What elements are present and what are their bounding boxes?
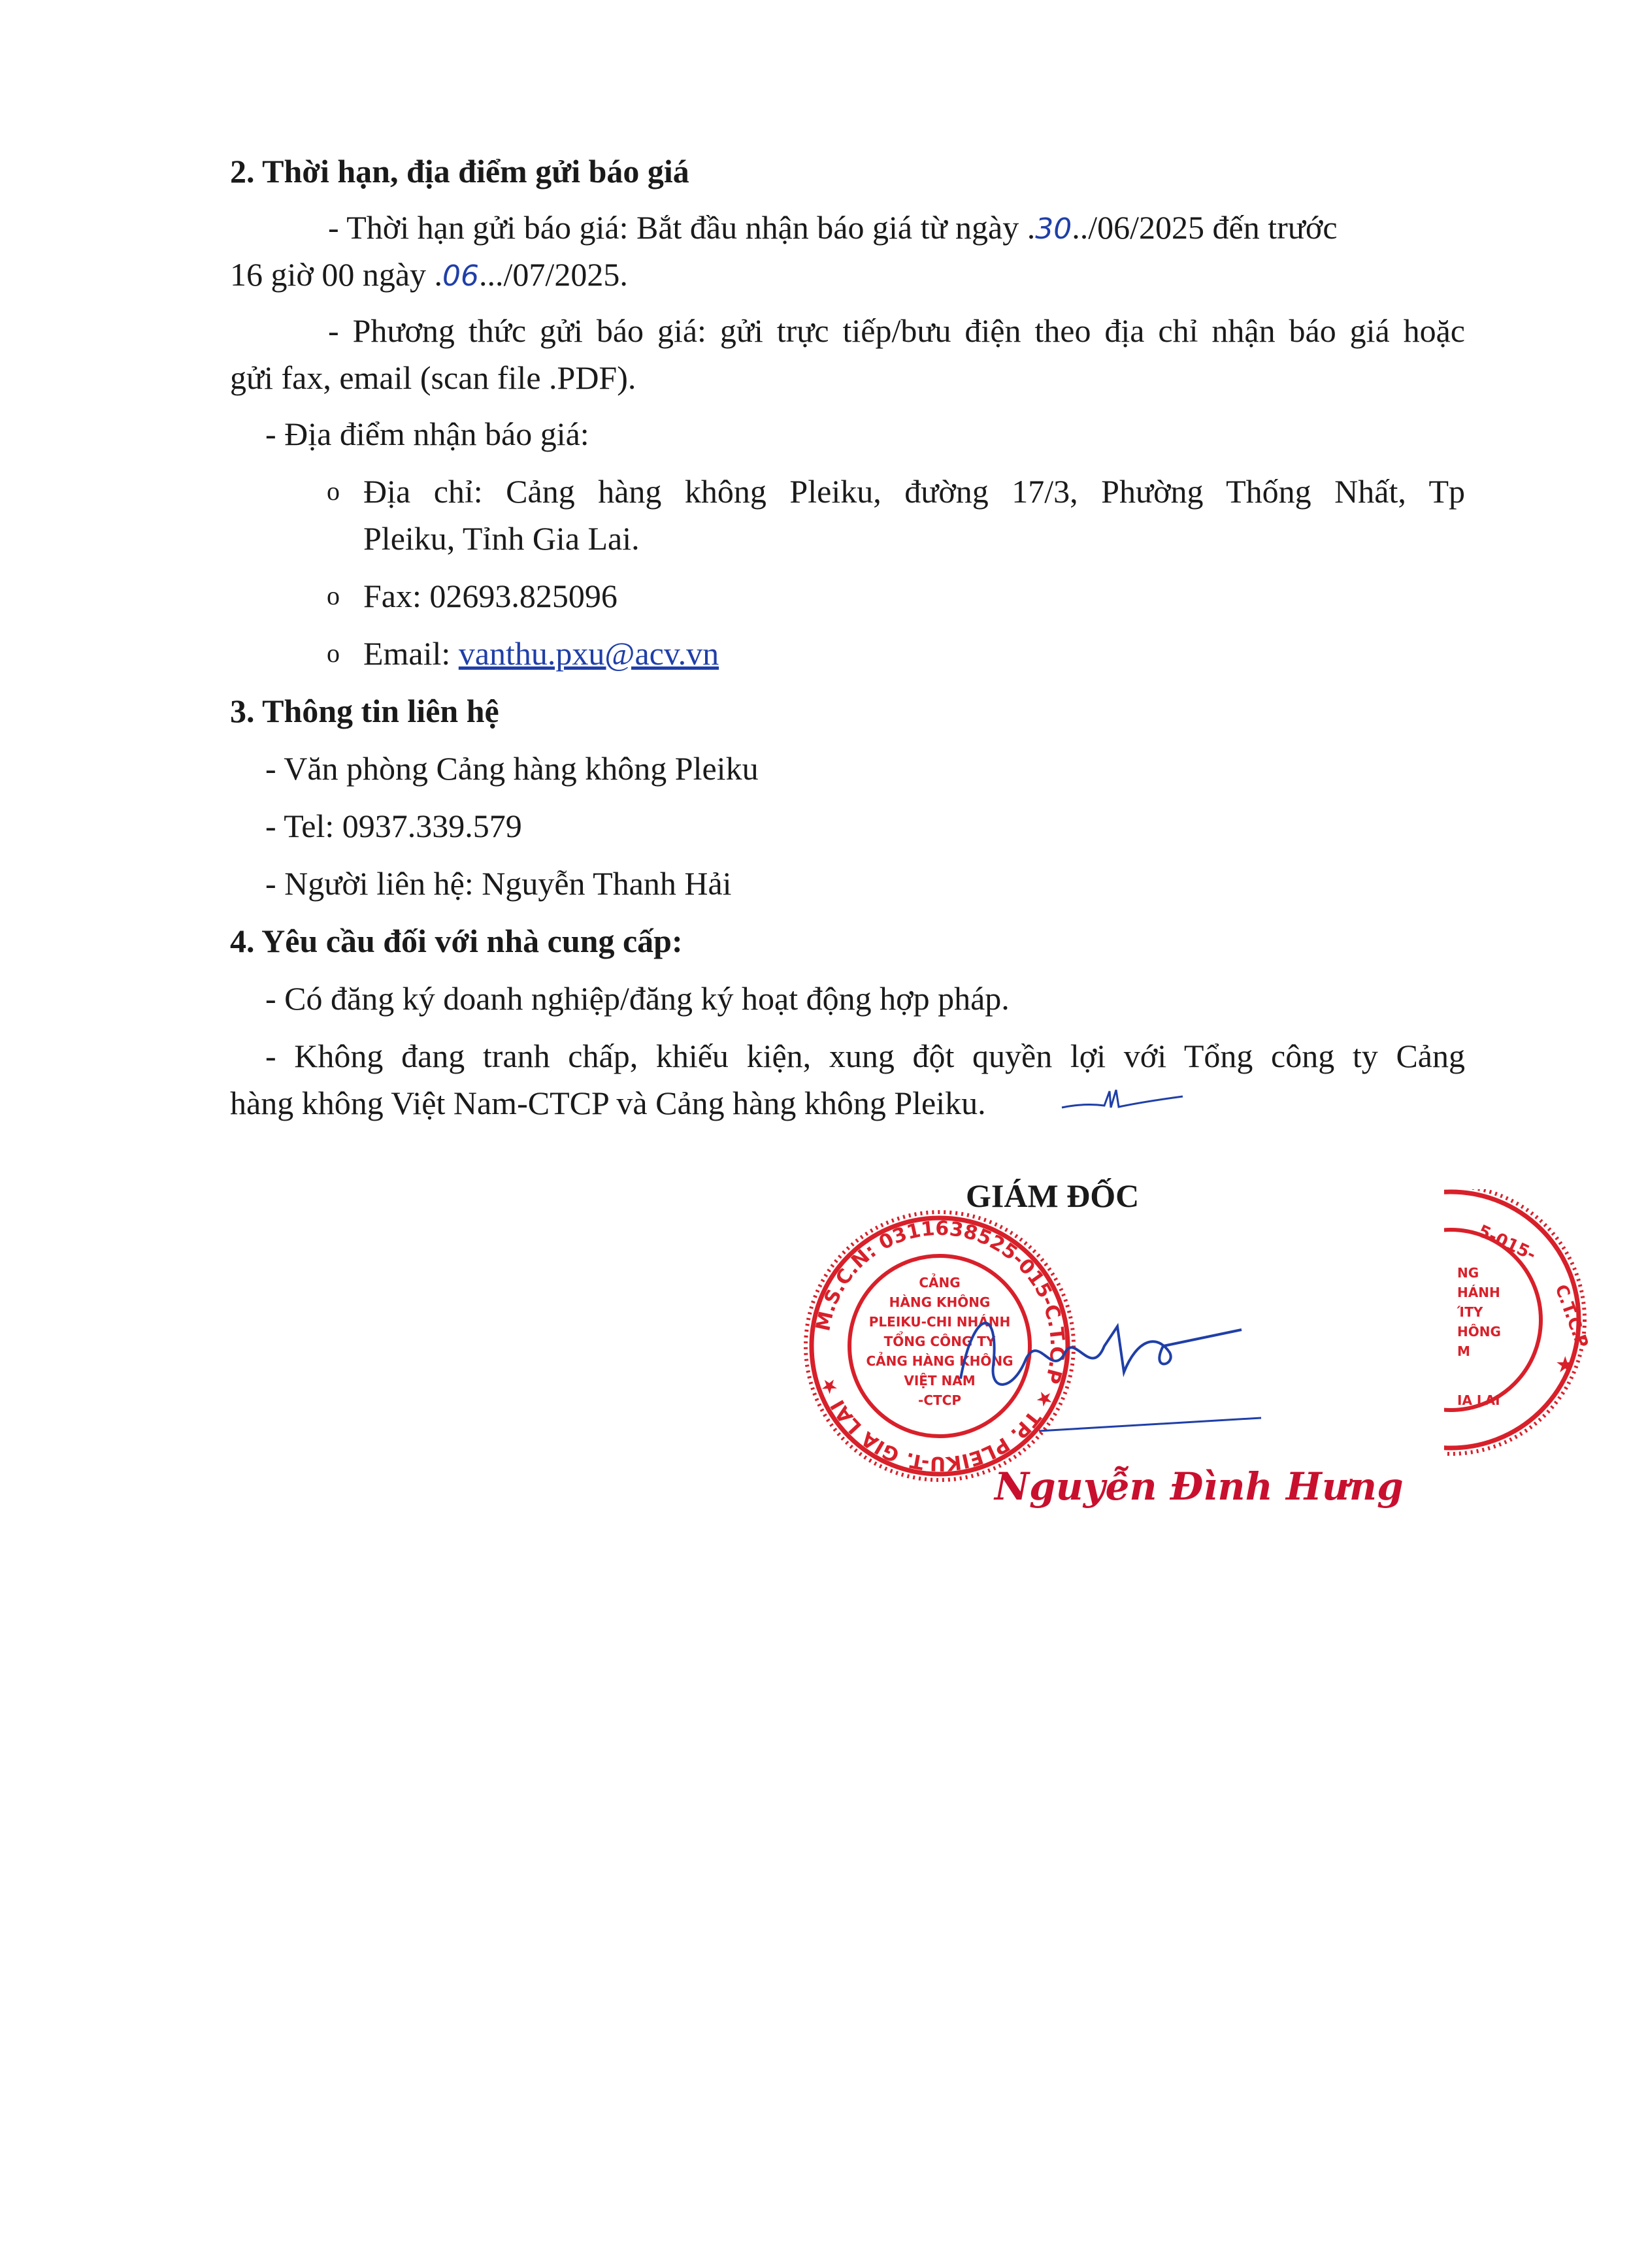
- director-signature-scribble: [941, 1281, 1268, 1444]
- deadline-line-2: [230, 255, 628, 296]
- address-line-1: Địa chỉ: Cảng hàng không Pleiku, đường 17/3, Phường Thống Nhất, Tp: [363, 473, 1465, 510]
- initials-mark-icon: [1059, 1072, 1189, 1124]
- section-3-heading: 3. Thông tin liên hệ: [230, 693, 499, 729]
- signer-name: Nguyễn Đình Hưng: [995, 1464, 1404, 1509]
- deadline-prefix: - Thời hạn gửi báo giá: Bắt đầu nhận báo giá từ ngày .: [328, 209, 1036, 246]
- requirement-1: - Có đăng ký doanh nghiệp/đăng ký hoạt động hợp pháp.: [265, 980, 1010, 1017]
- contact-person-line: - Người liên hệ: Nguyễn Thanh Hải: [265, 865, 732, 902]
- svg-text:ΊTY: ΊTY: [1457, 1304, 1483, 1320]
- handwritten-start-day: 30: [1035, 212, 1072, 246]
- svg-text:HÀNG KHÔNG: HÀNG KHÔNG: [889, 1294, 991, 1310]
- email-label: Email:: [363, 635, 459, 672]
- bullet-circle-icon: o: [327, 581, 340, 610]
- deadline-mid: ../06/2025 đến trước: [1072, 209, 1338, 246]
- svg-text:5-015-: 5-015-: [1475, 1221, 1539, 1266]
- svg-text:C.T.C.P: C.T.C.P: [1551, 1282, 1592, 1351]
- section-4-heading: 4. Yêu cầu đối với nhà cung cấp:: [230, 923, 683, 959]
- email-line: [363, 634, 719, 673]
- svg-text:HÔNG: HÔNG: [1457, 1324, 1501, 1339]
- svg-text:PLEIKU-CHI NHÁNH: PLEIKU-CHI NHÁNH: [868, 1314, 1011, 1330]
- edge-seal-stamp-partial: [1444, 1189, 1631, 1464]
- bullet-circle-icon: o: [327, 476, 340, 506]
- tel-line: - Tel: 0937.339.579: [265, 808, 522, 844]
- requirement-2-line-2: hàng không Việt Nam-CTCP và Cảng hàng không Pleiku.: [230, 1085, 986, 1121]
- deadline-line-1: [328, 208, 1465, 249]
- address-line-2: Pleiku, Tỉnh Gia Lai.: [363, 520, 640, 557]
- bullet-circle-icon: o: [327, 638, 340, 668]
- requirement-2-line-1: - Không đang tranh chấp, khiếu kiện, xung đột quyền lợi với Tổng công ty Cảng: [265, 1038, 1465, 1074]
- location-label: - Địa điểm nhận báo giá:: [265, 416, 589, 452]
- method-line-1: - Phương thức gửi báo giá: gửi trực tiếp/bưu điện theo địa chỉ nhận báo giá hoặc: [328, 312, 1465, 349]
- svg-text:M: M: [1457, 1343, 1470, 1359]
- office-line: - Văn phòng Cảng hàng không Pleiku: [265, 750, 759, 787]
- svg-text:NG: NG: [1457, 1265, 1479, 1281]
- svg-text:★: ★: [1555, 1352, 1575, 1378]
- deadline-line2-suffix: .../07/2025.: [479, 256, 628, 293]
- svg-text:HÁNH: HÁNH: [1457, 1285, 1500, 1300]
- svg-text:TỔNG CÔNG TY: TỔNG CÔNG TY: [883, 1334, 996, 1349]
- stamp-ring-text: M.S.C.N: 0311638525-015-C.T.C.P ★ TP. PLEIKU-T. GIA LAI ★: [812, 1217, 1069, 1475]
- director-title: GIÁM ĐỐC: [966, 1177, 1140, 1214]
- svg-text:CẢNG HÀNG KHÔNG: CẢNG HÀNG KHÔNG: [866, 1353, 1013, 1369]
- section-2-heading: 2. Thời hạn, địa điểm gửi báo giá: [230, 153, 689, 189]
- svg-text:CẢNG: CẢNG: [919, 1275, 961, 1290]
- email-link[interactable]: vanthu.pxu@acv.vn: [458, 635, 719, 672]
- handwritten-end-day: 06: [442, 259, 480, 293]
- deadline-line2-prefix: 16 giờ 00 ngày .: [230, 256, 443, 293]
- svg-text:VIỆT NAM: VIỆT NAM: [904, 1373, 976, 1389]
- fax-line: Fax: 02693.825096: [363, 578, 618, 614]
- svg-text:IA LAI: IA LAI: [1457, 1392, 1500, 1408]
- svg-text:-CTCP: -CTCP: [918, 1392, 961, 1408]
- method-line-2: gửi fax, email (scan file .PDF).: [230, 359, 636, 396]
